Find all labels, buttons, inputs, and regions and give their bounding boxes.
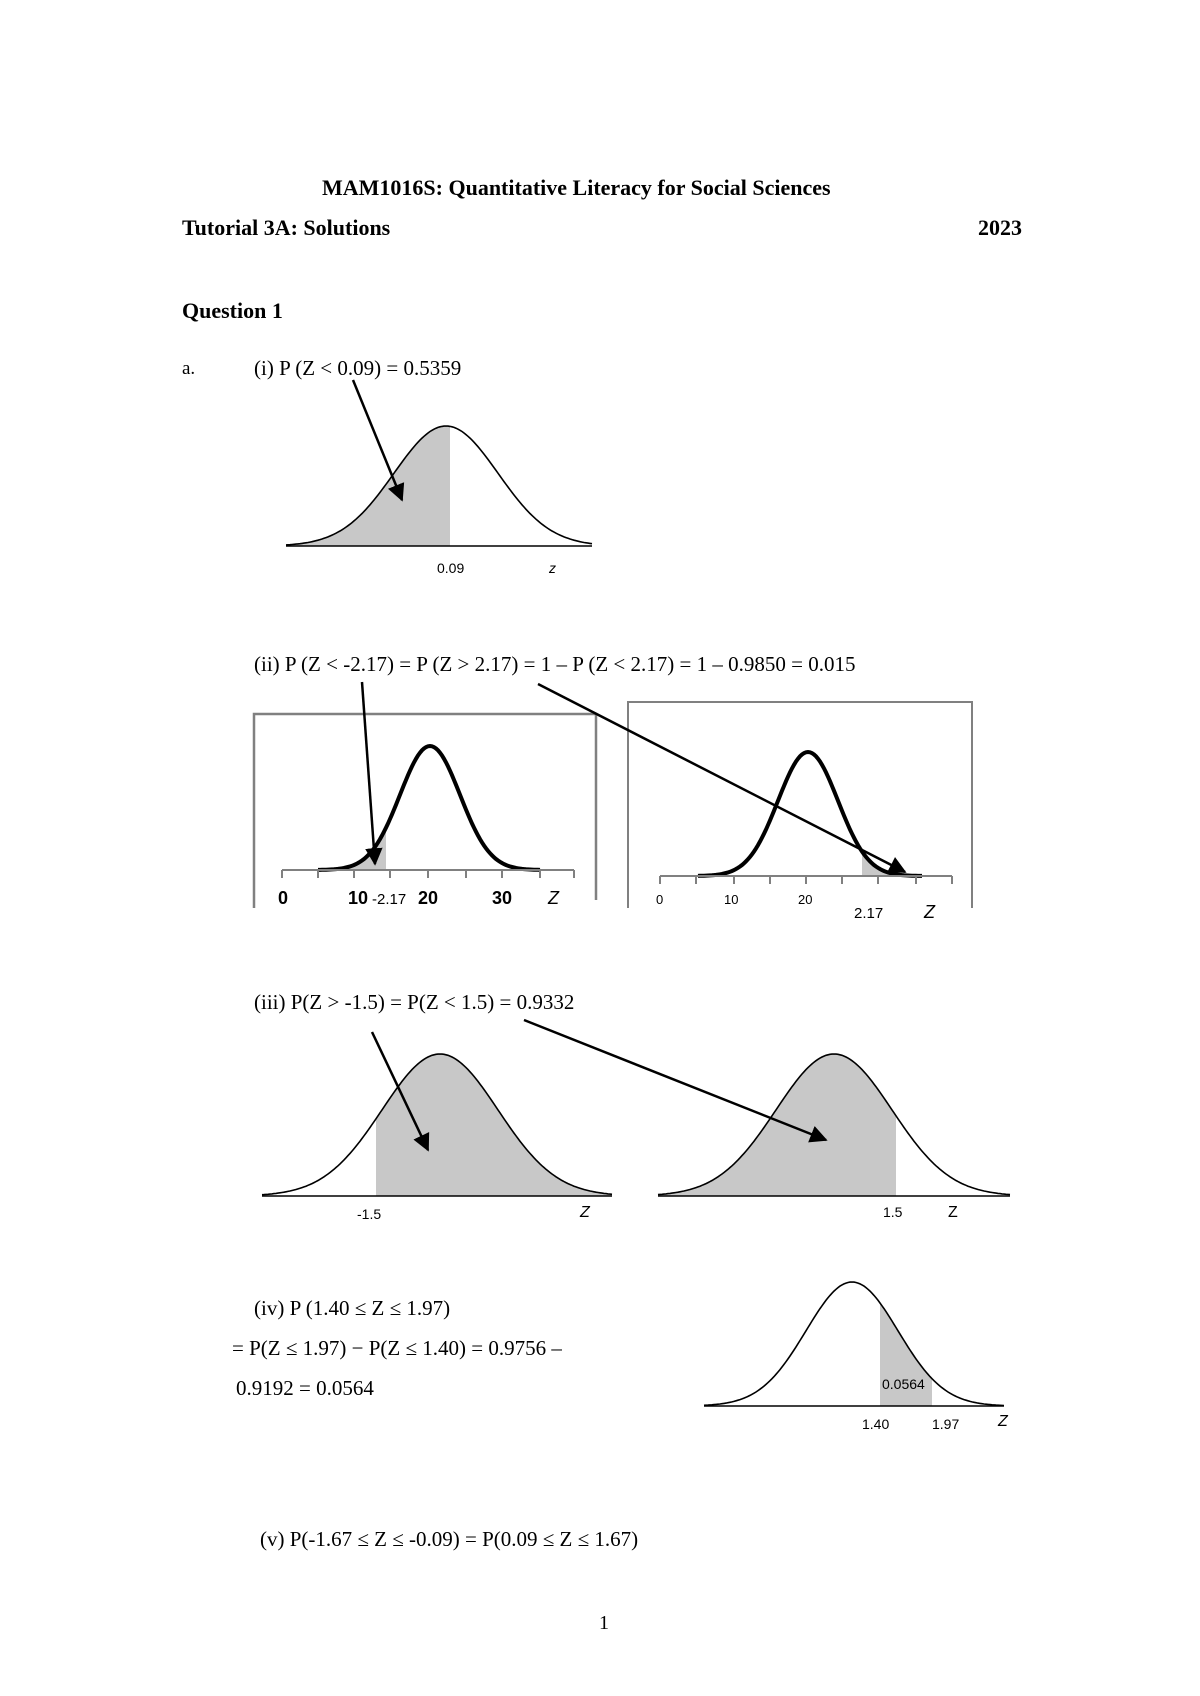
course-title: MAM1016S: Quantitative Literacy for Social Sciences: [322, 175, 831, 200]
equation-i: (i) P (Z < 0.09) = 0.5359: [254, 356, 462, 380]
equation-iv-line3: 0.9192 = 0.0564: [236, 1376, 374, 1400]
tick-ii-right-10: 10: [724, 892, 739, 907]
question-heading: Question 1: [182, 298, 283, 323]
chart-ii-left: [254, 714, 596, 908]
normal-curve-i: [286, 426, 592, 546]
arrow-ii-right: [538, 684, 905, 872]
tick-ii-right-20: 20: [798, 892, 813, 907]
equation-iv-line2: = P(Z ≤ 1.97) − P(Z ≤ 1.40) = 0.9756 –: [232, 1336, 562, 1360]
normal-curve-iii-right: [658, 1054, 1010, 1196]
year: 2023: [978, 215, 1022, 240]
tick-ii-left-20: 20: [418, 888, 439, 908]
label-iii-left-cut: -1.5: [357, 1206, 382, 1222]
label-iv-cut-low: 1.40: [862, 1416, 890, 1432]
page-number: 1: [599, 1612, 609, 1634]
arrow-iii-right: [524, 1020, 826, 1140]
arrow-ii-left: [362, 682, 375, 864]
label-ii-left-cut: -2.17: [372, 891, 407, 908]
label-iv-area: 0.0564: [882, 1376, 925, 1392]
label-ii-left-axis: Z: [548, 888, 559, 908]
tutorial-title: Tutorial 3A: Solutions: [182, 215, 391, 240]
label-iii-right-axis: Z: [948, 1204, 958, 1221]
equation-ii: (ii) P (Z < -2.17) = P (Z > 2.17) = 1 – P (Z < 2.17) = 1 – 0.9850 = 0.015: [254, 652, 856, 676]
normal-curve-iv: [704, 1282, 1004, 1406]
label-i-cut: 0.09: [437, 560, 465, 576]
label-ii-right-axis: Z: [924, 902, 935, 922]
tick-ii-left-30: 30: [492, 888, 513, 908]
chart-ii-right: [628, 702, 972, 908]
tick-ii-left-10: 10: [348, 888, 369, 908]
equation-v: (v) P(-1.67 ≤ Z ≤ -0.09) = P(0.09 ≤ Z ≤ 1.67): [260, 1527, 639, 1551]
equation-iii: (iii) P(Z > -1.5) = P(Z < 1.5) = 0.9332: [254, 990, 575, 1014]
label-iii-right-cut: 1.5: [883, 1204, 903, 1220]
tick-ii-left-0: 0: [278, 888, 289, 908]
label-iv-axis: Z: [998, 1413, 1008, 1430]
label-i-axis: z: [549, 560, 556, 576]
part-label: a.: [182, 358, 196, 379]
label-ii-right-cut: 2.17: [854, 905, 884, 922]
equation-iv-line1: (iv) P (1.40 ≤ Z ≤ 1.97): [254, 1296, 451, 1320]
arrow-i: [353, 380, 402, 500]
normal-curve-iii-left: [262, 1054, 612, 1196]
label-iv-cut-high: 1.97: [932, 1416, 960, 1432]
tick-ii-right-0: 0: [656, 892, 664, 907]
label-iii-left-axis: Z: [580, 1204, 590, 1221]
